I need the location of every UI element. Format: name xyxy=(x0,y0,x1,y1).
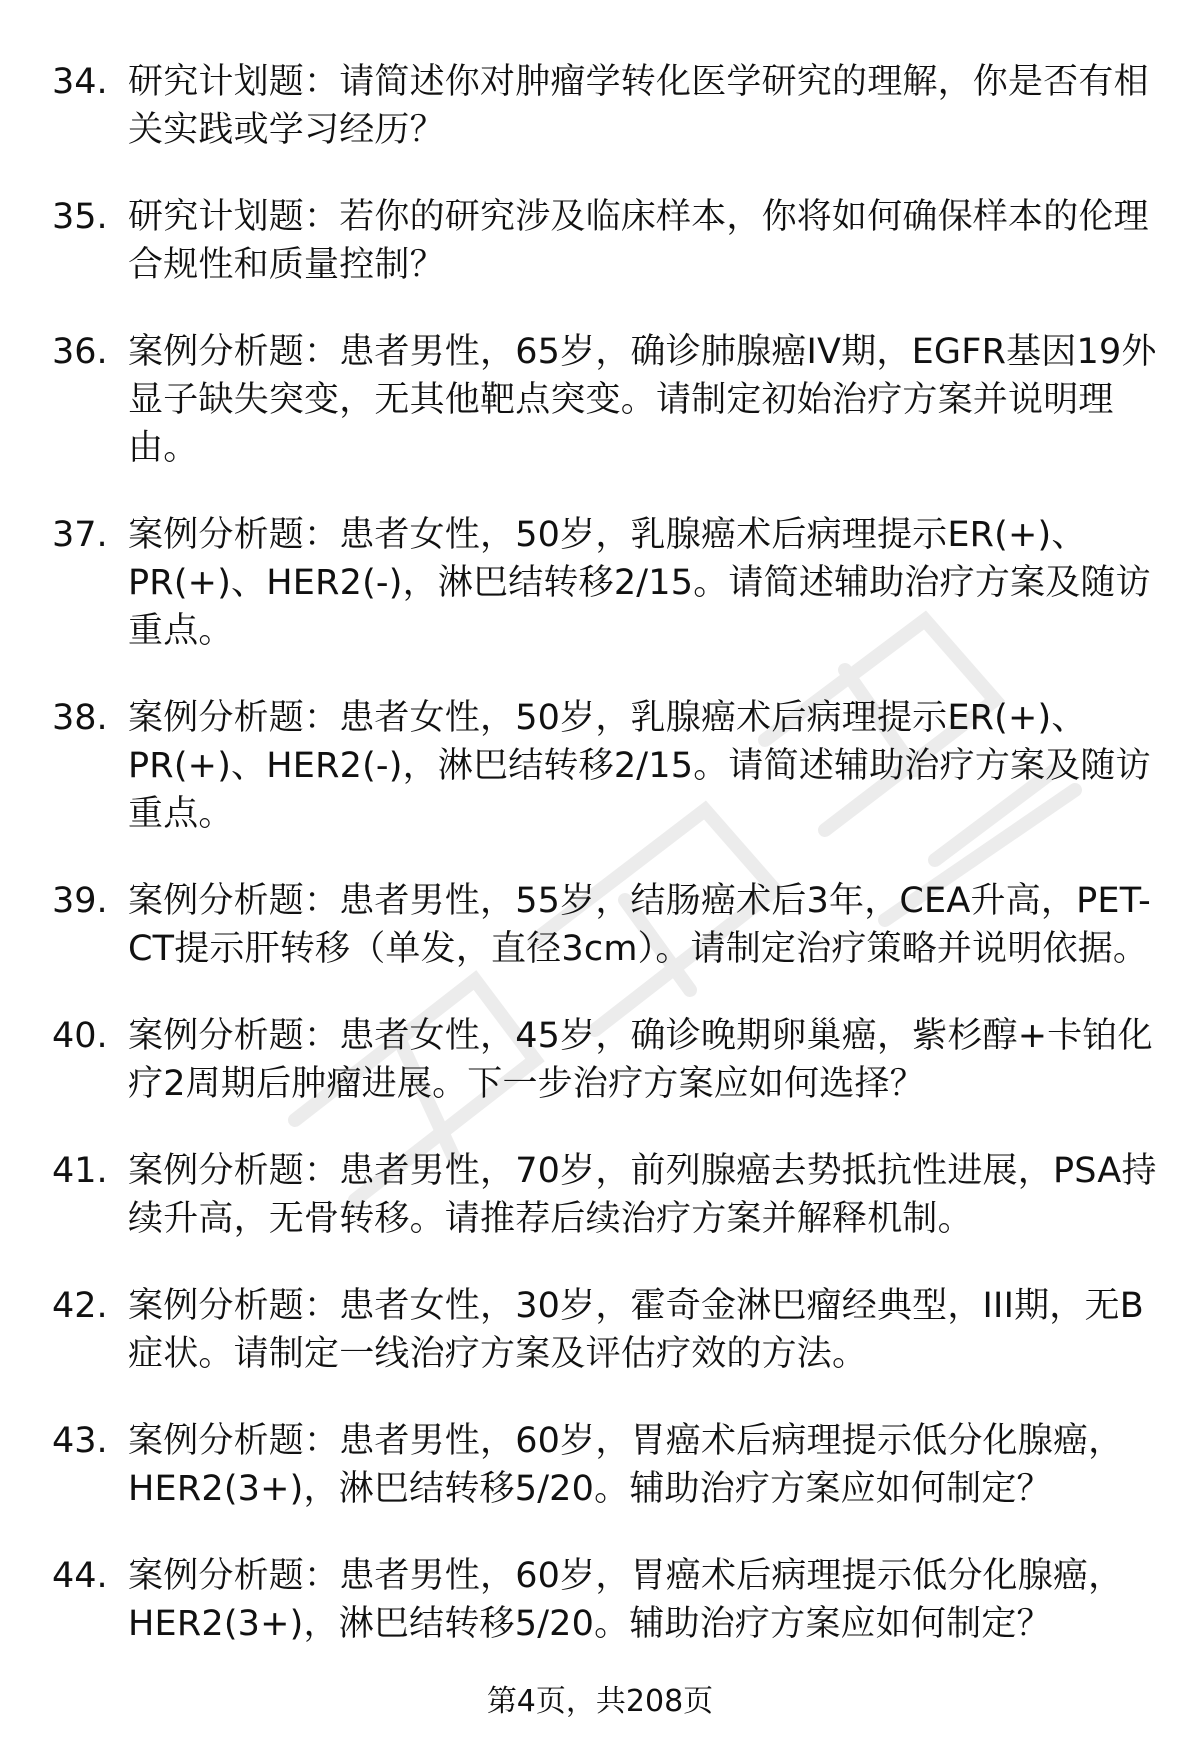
question-text: 研究计划题：请简述你对肿瘤学转化医学研究的理解，你是否有相关实践或学习经历？ xyxy=(128,62,1149,150)
question-text: 案例分析题：患者男性，60岁，胃癌术后病理提示低分化腺癌，HER2(3+)，淋巴结转移5/20。辅助治疗方案应如何制定？ xyxy=(128,1556,1124,1644)
question-text: 案例分析题：患者男性，70岁，前列腺癌去势抵抗性进展，PSA持续升高，无骨转移。请推荐后续治疗方案并解释机制。 xyxy=(128,1151,1157,1239)
question-number: 34. xyxy=(52,62,108,102)
question-text: 研究计划题：若你的研究涉及临床样本，你将如何确保样本的伦理合规性和质量控制？ xyxy=(128,197,1149,285)
question-number: 36. xyxy=(52,332,108,372)
question-text: 案例分析题：患者女性，30岁，霍奇金淋巴瘤经典型，III期，无B症状。请制定一线治疗方案及评估疗效的方法。 xyxy=(128,1286,1144,1374)
question-text: 案例分析题：患者男性，65岁，确诊肺腺癌IV期，EGFR基因19外显子缺失突变，无其他靶点突变。请制定初始治疗方案并说明理由。 xyxy=(128,332,1157,468)
question-item-40 xyxy=(52,1012,1162,1108)
question-text: 案例分析题：患者女性，50岁，乳腺癌术后病理提示ER(+)、PR(+)、HER2(-)，淋巴结转移2/15。请简述辅助治疗方案及随访重点。 xyxy=(128,515,1151,651)
question-item-44 xyxy=(52,1552,1162,1648)
question-number: 35. xyxy=(52,197,108,237)
question-number: 38. xyxy=(52,698,108,738)
question-number: 41. xyxy=(52,1151,108,1191)
question-number: 44. xyxy=(52,1556,108,1596)
question-item-38 xyxy=(52,694,1162,838)
question-text: 案例分析题：患者女性，50岁，乳腺癌术后病理提示ER(+)、PR(+)、HER2(-)，淋巴结转移2/15。请简述辅助治疗方案及随访重点。 xyxy=(128,698,1151,834)
question-item-34 xyxy=(52,58,1162,154)
question-text: 案例分析题：患者男性，60岁，胃癌术后病理提示低分化腺癌，HER2(3+)，淋巴结转移5/20。辅助治疗方案应如何制定？ xyxy=(128,1421,1124,1509)
question-number: 42. xyxy=(52,1286,108,1326)
question-item-42 xyxy=(52,1282,1162,1378)
question-item-37 xyxy=(52,511,1162,655)
question-item-39 xyxy=(52,877,1162,973)
page-footer: 第4页，共208页 xyxy=(486,1684,714,1719)
question-item-43 xyxy=(52,1417,1162,1513)
question-number: 40. xyxy=(52,1016,108,1056)
question-item-36 xyxy=(52,328,1162,472)
question-number: 43. xyxy=(52,1421,108,1461)
question-item-35 xyxy=(52,193,1162,289)
question-number: 39. xyxy=(52,881,108,921)
question-text: 案例分析题：患者女性，45岁，确诊晚期卵巢癌，紫杉醇+卡铂化疗2周期后肿瘤进展。下一步治疗方案应如何选择？ xyxy=(128,1016,1153,1104)
question-number: 37. xyxy=(52,515,108,555)
question-item-41 xyxy=(52,1147,1162,1243)
question-list xyxy=(52,58,1162,1687)
question-text: 案例分析题：患者男性，55岁，结肠癌术后3年，CEA升高，PET-CT提示肝转移（单发，直径3cm）。请制定治疗策略并说明依据。 xyxy=(128,881,1151,969)
